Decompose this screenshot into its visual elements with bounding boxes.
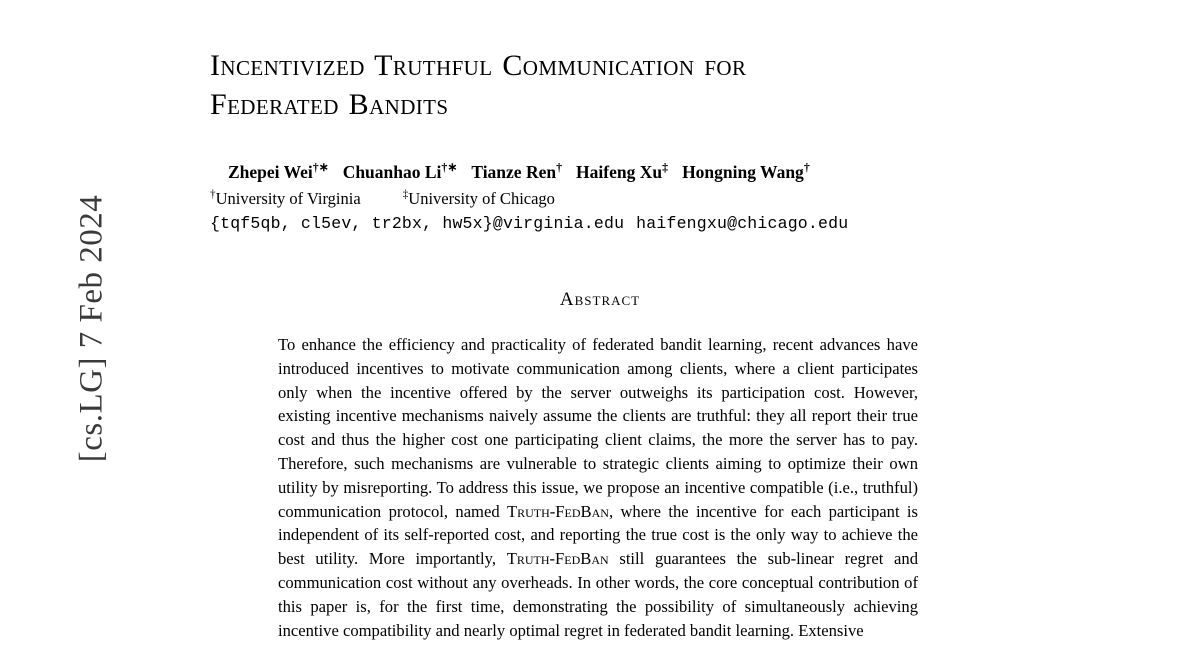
arxiv-stamp: [cs.LG] 7 Feb 2024: [73, 194, 110, 463]
abstract-protocol-name-2: Truth-FedBan: [506, 549, 609, 569]
email-group-virginia: {tqf5qb, cl5ev, tr2bx, hw5x}@virginia.edu: [210, 214, 625, 233]
author-5-name: Hongning Wang: [682, 162, 804, 182]
affiliations: [210, 189, 990, 209]
author-1-marks: †∗: [312, 160, 329, 175]
author-emails: [210, 214, 990, 233]
abstract-text-1: To enhance the efficiency and practicality of federated bandit learning, recent advances have introduced incentives to motivate communication among clients, where a client participates only when the incentive offered by the server outweighs its participation cost. However, existing incentive mechanisms naively assume the clients are truthful: they all report their true cost and thus the higher cost one participating client claims, the more the server has to pay. Therefore, such mechanisms are vulnerable to strategic clients aiming to optimize their own utility by misreporting. To address this issue, we propose an incentive compatible (i.e., truthful) communication protocol, named: [278, 335, 918, 521]
author-list: [210, 162, 990, 183]
title-line-2: Federated Bandits: [210, 88, 449, 121]
abstract-text-2: , where the incentive for each participant is independent of its self-reported cost, and reporting the true cost is the only way to achieve the best utility. More importantly,: [278, 501, 918, 569]
author-4: [576, 162, 668, 182]
affiliation-2-mark: ‡: [402, 188, 409, 201]
affiliation-2-name: University of Chicago: [408, 189, 555, 208]
affiliation-1-name: University of Virginia: [215, 189, 361, 208]
affiliation-1-mark: †: [210, 188, 216, 201]
author-4-marks: ‡: [662, 160, 669, 175]
author-3-name: Tianze Ren: [471, 162, 557, 182]
author-2: [343, 162, 458, 182]
abstract-heading: Abstract: [559, 289, 641, 310]
author-2-name: Chuanhao Li: [342, 162, 442, 182]
affiliation-1: [210, 189, 361, 208]
author-4-name: Haifeng Xu: [576, 162, 663, 182]
abstract-body: [278, 333, 918, 642]
affiliation-2: [403, 189, 555, 208]
author-3-marks: †: [556, 160, 563, 175]
author-1: [228, 162, 329, 182]
author-1-name: Zhepei Wei: [228, 162, 313, 182]
author-5: [682, 162, 810, 182]
author-2-marks: †∗: [441, 160, 458, 175]
author-5-marks: †: [803, 160, 810, 175]
email-chicago: haifengxu@chicago.edu: [636, 214, 849, 233]
abstract-protocol-name-1: Truth-FedBan: [506, 501, 609, 521]
abstract-text-3: still guarantees the sub-linear regret and communication cost without any overheads. In other words, the core conceptual contribution of this paper is, for the first time, demonstrating the possibility of simultaneously achieving incentive compatibility and nearly optimal regret in federated bandit learning. Extensive: [278, 549, 918, 640]
title-line-1: Incentivized Truthful Communication for: [210, 49, 747, 82]
author-3: [471, 162, 562, 182]
paper-content: [210, 0, 990, 642]
page-title: [210, 46, 990, 124]
